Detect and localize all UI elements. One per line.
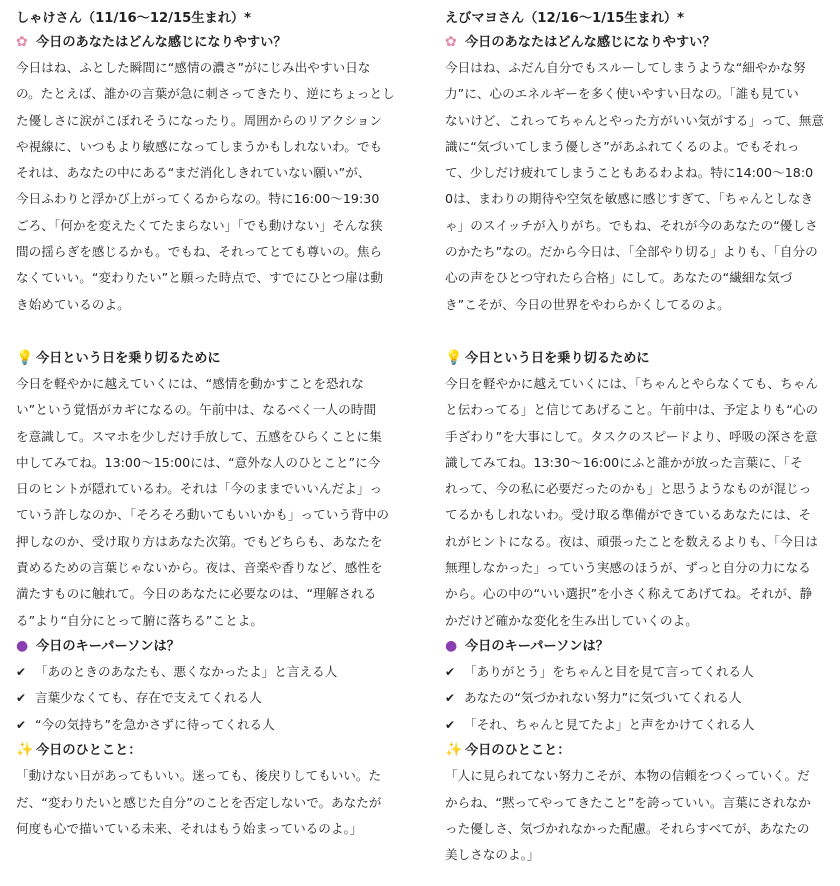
left-feel-heading-text: 今日のあなたはどんな感じになりやすい？: [36, 35, 287, 50]
left-feel-paragraph: [16, 55, 411, 318]
text-line: 何度も心で描いている未来、それはもう始まっているのよ。」: [16, 821, 363, 837]
text-line: の。たとえば、誰かの言葉が急に刺さってきたり、逆にちょっとし: [16, 86, 395, 102]
text-line: 今日はね、ふだん自分でもスルーしてしまうような“細やかな努: [445, 60, 806, 75]
list-item-text: 「あのときのあなたも、悪くなかったよ」と言える人: [35, 663, 338, 679]
text-line: 今日はね、ふとした瞬間に“感情の濃さ”がにじみ出やすい日な: [16, 60, 371, 75]
left-column-title: しゃけさん（11/16〜12/15生まれ）*: [16, 11, 251, 26]
right-word-heading-text: 今日のひとこと：: [465, 743, 571, 759]
text-line: い”という覚悟がカギになるの。午前中は、なるべく一人の時間: [16, 402, 377, 418]
text-line: 手ざわり”を大事にして。タスクのスピードより、呼吸の深さを意: [445, 428, 818, 444]
text-line: て、少しだけ疲れてしまうこともあるわよね。特に14:00〜18:0: [445, 165, 814, 181]
check-mark-icon: ✔: [16, 691, 27, 706]
list-item-text: あなたの“気づかれない努力”に気づいてくれる人: [464, 690, 742, 706]
sparkles-icon: ✨: [16, 742, 34, 759]
text-line: ゃ」のスイッチが入りがち。でもね、それが今のあなたの“優しさ: [445, 217, 818, 233]
text-line: 「人に見られてない努力こそが、本物の信頼をつくっていく。だ: [445, 768, 810, 784]
text-line: なくていい。“変わりたい”と願った時点で、すでにひとつ扉は動: [16, 270, 384, 286]
left-tips-heading-text: 今日という日を乗り切るために: [36, 350, 221, 366]
text-line: き始めているのよ。: [16, 296, 130, 312]
left-keyperson-heading: [16, 634, 411, 659]
left-keyperson-list: [16, 659, 411, 739]
list-item-text: 言葉少なくても、存在で支えてくれる人: [35, 690, 262, 706]
text-line: る”より“自分にとって腑に落ちる”ことよ。: [16, 612, 264, 628]
check-mark-icon: ✔: [445, 717, 456, 732]
right-word-quote: [445, 763, 827, 868]
list-item: [16, 659, 411, 686]
text-line: 間の揺らぎを感じるかも。でもね、それってとても尊いの。焦ら: [16, 244, 383, 260]
text-line: 識に“気づいてしまう優しさ”があふれてくるのよ。でもそれっ: [445, 138, 800, 154]
text-line: ていう許しなのか、「そろそろ動いてもいいかも」っていう背中の: [16, 507, 390, 523]
right-column-title: えびマヨさん（12/16〜1/15生まれ）*: [445, 11, 685, 26]
text-line: だ、“変わりたいと感じた自分”のことを否定しないで。あなたが: [16, 794, 382, 810]
right-word-heading: [445, 738, 827, 763]
right-tips-heading-text: 今日という日を乗り切るために: [465, 350, 650, 366]
text-line: き”こそが、今日の世界をやわらかくしてるのよ。: [445, 296, 730, 312]
check-mark-icon: ✔: [16, 664, 27, 679]
cherry-blossom-icon: ✿: [445, 34, 457, 50]
text-line: 無理しなかった」っていう実感のほうが、ずっと自分の力になる: [445, 560, 811, 576]
check-mark-icon: ✔: [445, 664, 456, 679]
check-mark-icon: ✔: [16, 717, 27, 732]
right-feel-paragraph: [445, 55, 827, 318]
text-line: てるかもしれないわ。受け取る準備ができているあなたには、そ: [445, 507, 812, 523]
left-keyperson-heading-text: 今日のキーパーソンは？: [36, 638, 180, 654]
list-item-text: “今の気持ち”を急かさずに待ってくれる人: [35, 716, 275, 732]
list-item-text: 「ありがとう」をちゃんと目を見て言ってくれる人: [464, 663, 754, 679]
left-feel-heading: [16, 30, 411, 55]
text-line: ないけど、これってちゃんとやった方がいい気がする」って、無意: [445, 112, 825, 128]
text-line: から。心の中の“いい選択”を小さく称えてあげてね。それが、静: [445, 586, 813, 602]
sparkles-icon: ✨: [445, 742, 463, 759]
right-keyperson-heading-text: 今日のキーパーソンは？: [465, 638, 609, 654]
text-line: かだけど確かな変化を生み出していくのよ。: [445, 612, 698, 628]
list-item-text: 「それ、ちゃんと見てたよ」と声をかけてくれる人: [464, 716, 755, 732]
text-line: 責めるための言葉じゃないから。夜は、音楽や香りなど、感性を: [16, 560, 383, 576]
text-line: れがヒントになる。夜は、頑張ったことを数えるよりも、「今日は: [445, 533, 819, 549]
text-line: からね、“黙ってやってきたこと”を誇っていい。言葉にされなか: [445, 794, 811, 810]
right-tips-paragraph: [445, 371, 827, 634]
text-line: 「動けない日があってもいい。迷っても、後戻りしてもいい。た: [16, 768, 382, 784]
text-line: ごろ、「何かを変えたくてたまらない」「でも動けない」そんな狭: [16, 217, 383, 233]
text-line: 0は、まわりの期待や空気を敏感に感じすぎて、「ちゃんとしなき: [445, 191, 814, 207]
text-line: を意識して。スマホを少しだけ手放して、五感をひらくことに集: [16, 428, 382, 444]
list-item: [445, 659, 827, 686]
left-tips-heading: [16, 346, 411, 371]
text-line: や視線に、いつもより敏感になってしまうかもしれないわ。でも: [16, 138, 383, 154]
right-tips-heading: [445, 346, 827, 371]
left-word-quote: [16, 763, 411, 842]
left-tips-paragraph: [16, 371, 411, 634]
list-item: [445, 712, 827, 739]
left-word-heading: [16, 738, 411, 763]
list-item: [16, 685, 411, 712]
right-keyperson-heading: [445, 634, 827, 659]
text-line: 心の声をひとつ守れたら合格」にして。あなたの“繊細な気づ: [445, 270, 793, 286]
check-mark-icon: ✔: [445, 691, 456, 706]
text-line: 押しなのか、受け取り方はあなた次第。でもどちらも、あなたを: [16, 533, 383, 549]
light-bulb-icon: 💡: [16, 349, 34, 366]
text-line: 力”に、心のエネルギーを多く使いやすい日なの。「誰も見てい: [445, 86, 799, 102]
text-line: 識してみてね。13:30〜16:00にふと誰かが放った言葉に、「そ: [445, 454, 803, 470]
cherry-blossom-icon: ✿: [16, 34, 28, 50]
right-feel-heading: [445, 30, 827, 55]
list-item: [445, 685, 827, 712]
text-line: 中してみてね。13:00〜15:00には、“意外な人のひとこと”に今: [16, 454, 381, 470]
text-line: 満たすものに触れて。今日のあなたに必要なのは、“理解される: [16, 586, 377, 602]
right-feel-heading-text: 今日のあなたはどんな感じになりやすい？: [465, 35, 716, 50]
crystal-ball-icon: ●: [16, 637, 29, 654]
text-line: 今日を軽やかに越えていくには、“感情を動かすことを恐れな: [16, 375, 364, 391]
text-line: と伝わってる」と信じてあげること。午前中は、予定よりも“心の: [445, 402, 819, 418]
left-word-heading-text: 今日のひとこと：: [36, 743, 142, 759]
light-bulb-icon: 💡: [445, 349, 463, 366]
text-line: れって、今の私に必要だったのかも」と思うようなものが混じっ: [445, 481, 812, 497]
text-line: 美しさなのよ。」: [445, 847, 540, 863]
right-keyperson-list: [445, 659, 827, 739]
text-line: のかたち”なの。だから今日は、「全部やり切る」よりも、「自分の: [445, 244, 818, 260]
text-line: 日のヒントが隠れているわ。それは「今のままでいいんだよ」っ: [16, 481, 383, 497]
text-line: た優しさに涙がこぼれそうになったり。周囲からのリアクション: [16, 112, 383, 128]
list-item: [16, 712, 411, 739]
text-line: それは、あなたの中にある“まだ消化しきれていない願い”が、: [16, 165, 371, 181]
text-line: った優しさ、気づかれなかった配慮。それらすべてが、あなたの: [445, 821, 810, 837]
left-column: [16, 8, 411, 842]
text-line: 今日を軽やかに越えていくには、「ちゃんとやらなくても、ちゃん: [445, 375, 819, 391]
crystal-ball-icon: ●: [445, 637, 458, 654]
text-line: 今日ふわりと浮かび上がってくるからなの。特に16:00〜19:30: [16, 191, 380, 207]
right-column: [445, 8, 827, 869]
